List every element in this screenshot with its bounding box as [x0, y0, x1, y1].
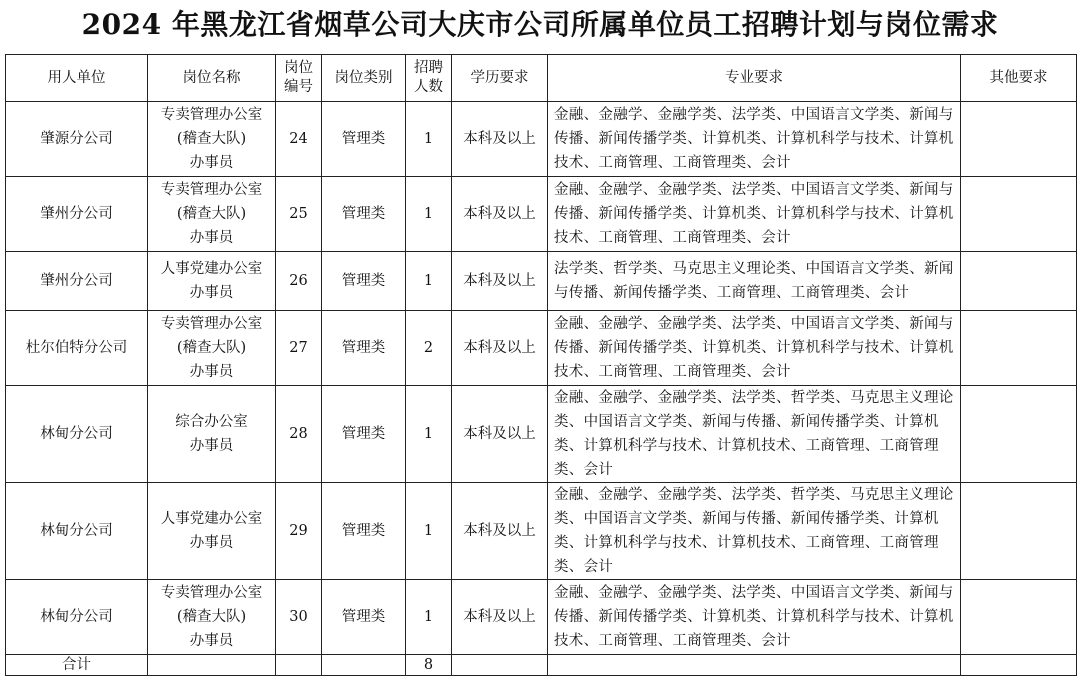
position-line: 办事员: [189, 535, 234, 551]
position-line: (稽查大队): [176, 340, 247, 356]
position-line: 专卖管理办公室: [160, 585, 263, 601]
table-row: [6, 386, 1077, 483]
total-empty: [961, 655, 1077, 676]
total-empty: [148, 655, 276, 676]
page-title: 2024 年黑龙江省烟草公司大庆市公司所属单位员工招聘计划与岗位需求: [81, 8, 999, 41]
cell-other: [961, 252, 1077, 311]
position-line: 办事员: [189, 230, 234, 246]
cell-education: 本科及以上: [452, 252, 548, 311]
header-unit: 用人单位: [6, 55, 148, 102]
cell-position: [148, 580, 276, 655]
position-line: 人事党建办公室: [160, 511, 263, 527]
cell-count: 1: [406, 177, 452, 252]
position-line: 办事员: [189, 438, 234, 454]
cell-other: [961, 177, 1077, 252]
cell-count: 1: [406, 252, 452, 311]
total-empty: [276, 655, 322, 676]
cell-position: [148, 386, 276, 483]
cell-major: 金融、金融学、金融学类、法学类、中国语言文学类、新闻与传播、新闻传播学类、计算机类、计算机科学与技术、计算机技术、工商管理、工商管理类、会计: [548, 311, 961, 386]
position-line: 综合办公室: [175, 414, 248, 430]
cell-count: 1: [406, 483, 452, 580]
header-code: [276, 55, 322, 102]
header-category: 岗位类别: [322, 55, 406, 102]
position-line: 专卖管理办公室: [160, 107, 263, 123]
cell-major: 法学类、哲学类、马克思主义理论类、中国语言文学类、新闻与传播、新闻传播学类、工商管理、工商管理类、会计: [548, 252, 961, 311]
cell-unit: 林甸分公司: [6, 386, 148, 483]
cell-education: 本科及以上: [452, 483, 548, 580]
header-code-line2: 编号: [284, 79, 313, 95]
cell-position: [148, 177, 276, 252]
cell-category: 管理类: [322, 386, 406, 483]
cell-position: [148, 311, 276, 386]
cell-other: [961, 102, 1077, 177]
cell-education: 本科及以上: [452, 311, 548, 386]
header-count: [406, 55, 452, 102]
position-line: 办事员: [189, 285, 234, 301]
total-count: 8: [406, 655, 452, 676]
cell-count: 1: [406, 580, 452, 655]
header-position: 岗位名称: [148, 55, 276, 102]
cell-unit: 林甸分公司: [6, 580, 148, 655]
cell-major: 金融、金融学、金融学类、法学类、哲学类、马克思主义理论类、中国语言文学类、新闻与传播、新闻传播学类、计算机类、计算机科学与技术、计算机技术、工商管理、工商管理类、会计: [548, 483, 961, 580]
cell-unit: 林甸分公司: [6, 483, 148, 580]
cell-other: [961, 580, 1077, 655]
recruitment-table: [5, 54, 1077, 676]
table-row: [6, 252, 1077, 311]
cell-count: 1: [406, 102, 452, 177]
position-line: (稽查大队): [176, 206, 247, 222]
cell-code: 25: [276, 177, 322, 252]
position-line: 人事党建办公室: [160, 261, 263, 277]
header-major: 专业要求: [548, 55, 961, 102]
cell-code: 26: [276, 252, 322, 311]
cell-education: 本科及以上: [452, 580, 548, 655]
cell-category: 管理类: [322, 102, 406, 177]
total-empty: [322, 655, 406, 676]
table-row: [6, 580, 1077, 655]
cell-unit: 肇州分公司: [6, 252, 148, 311]
cell-category: 管理类: [322, 252, 406, 311]
header-count-line2: 人数: [414, 79, 443, 95]
cell-education: 本科及以上: [452, 386, 548, 483]
cell-position: [148, 483, 276, 580]
cell-category: 管理类: [322, 177, 406, 252]
cell-education: 本科及以上: [452, 102, 548, 177]
cell-other: [961, 311, 1077, 386]
header-code-line1: 岗位: [284, 60, 313, 76]
table-row: [6, 483, 1077, 580]
cell-category: 管理类: [322, 580, 406, 655]
position-line: 办事员: [189, 155, 234, 171]
cell-position: [148, 252, 276, 311]
header-count-line1: 招聘: [414, 60, 443, 76]
position-line: 办事员: [189, 364, 234, 380]
cell-count: 2: [406, 311, 452, 386]
cell-code: 27: [276, 311, 322, 386]
header-other: 其他要求: [961, 55, 1077, 102]
table-row: [6, 177, 1077, 252]
cell-position: [148, 102, 276, 177]
position-line: 专卖管理办公室: [160, 316, 263, 332]
position-line: 办事员: [189, 633, 234, 649]
cell-major: 金融、金融学、金融学类、法学类、哲学类、马克思主义理论类、中国语言文学类、新闻与传播、新闻传播学类、计算机类、计算机科学与技术、计算机技术、工商管理、工商管理类、会计: [548, 386, 961, 483]
table-row: [6, 102, 1077, 177]
cell-other: [961, 386, 1077, 483]
cell-unit: 杜尔伯特分公司: [6, 311, 148, 386]
cell-major: 金融、金融学、金融学类、法学类、中国语言文学类、新闻与传播、新闻传播学类、计算机类、计算机科学与技术、计算机技术、工商管理、工商管理类、会计: [548, 580, 961, 655]
position-line: (稽查大队): [176, 131, 247, 147]
position-line: 专卖管理办公室: [160, 182, 263, 198]
total-label: 合计: [6, 655, 148, 676]
cell-other: [961, 483, 1077, 580]
cell-unit: 肇州分公司: [6, 177, 148, 252]
total-empty: [452, 655, 548, 676]
cell-unit: 肇源分公司: [6, 102, 148, 177]
cell-code: 24: [276, 102, 322, 177]
cell-major: 金融、金融学、金融学类、法学类、中国语言文学类、新闻与传播、新闻传播学类、计算机类、计算机科学与技术、计算机技术、工商管理、工商管理类、会计: [548, 102, 961, 177]
total-row: [6, 655, 1077, 676]
header-education: 学历要求: [452, 55, 548, 102]
cell-education: 本科及以上: [452, 177, 548, 252]
header-row: [6, 55, 1077, 102]
table-row: [6, 311, 1077, 386]
cell-count: 1: [406, 386, 452, 483]
cell-code: 30: [276, 580, 322, 655]
cell-code: 28: [276, 386, 322, 483]
cell-category: 管理类: [322, 483, 406, 580]
total-empty: [548, 655, 961, 676]
cell-major: 金融、金融学、金融学类、法学类、中国语言文学类、新闻与传播、新闻传播学类、计算机类、计算机科学与技术、计算机技术、工商管理、工商管理类、会计: [548, 177, 961, 252]
position-line: (稽查大队): [176, 609, 247, 625]
cell-code: 29: [276, 483, 322, 580]
cell-category: 管理类: [322, 311, 406, 386]
